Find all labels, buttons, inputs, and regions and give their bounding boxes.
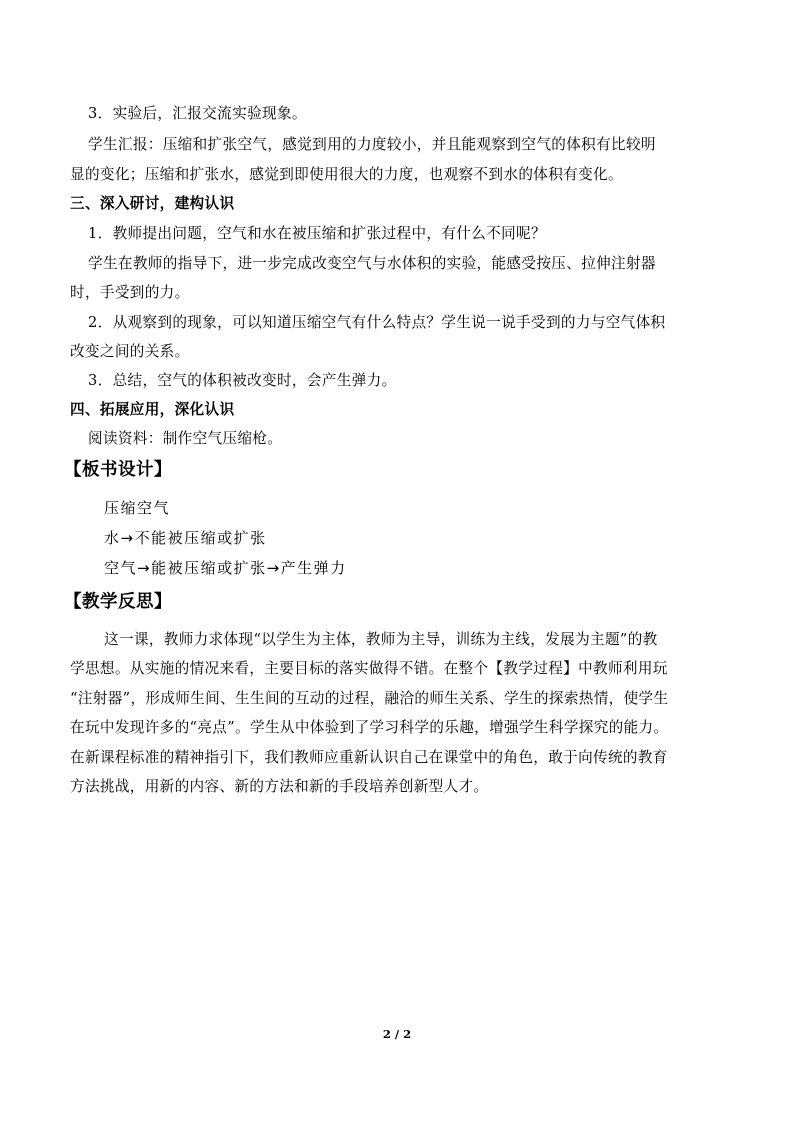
reading-material: 阅读资料：制作空气压缩枪。 <box>88 430 283 447</box>
board-design-heading: 【板书设计】 <box>64 460 172 480</box>
discussion-item-1: 1．教师提出问题，空气和水在被压缩和扩张过程中，有什么不同呢？ <box>88 225 546 242</box>
reflection-line-6: 方法挑战，用新的内容、新的方法和新的手段培养创新型人才。 <box>70 778 489 795</box>
student-report-line-1: 学生汇报：压缩和扩张空气，感觉到用的力度较小，并且能观察到空气的体积有比较明 <box>88 136 656 153</box>
reflection-line-1: 这一课，教师力求体现“以学生为主体，教师为主导，训练为主线，发展为主题”的教 <box>104 631 658 648</box>
reflection-line-2: 学思想。从实施的情况来看，主要目标的落实做得不错。在整个【教学过程】中教师利用玩 <box>70 660 668 677</box>
discussion-item-2-line-1: 2．从观察到的现象，可以知道压缩空气有什么特点？学生说一说手受到的力与空气体积 <box>88 314 666 331</box>
reflection-heading: 【教学反思】 <box>64 592 172 612</box>
discussion-item-2-line-2: 改变之间的关系。 <box>70 343 190 360</box>
board-line-1: 压缩空气 <box>104 499 171 517</box>
student-report-line-2: 显的变化；压缩和扩张水，感觉到即使用很大的力度，也观察不到水的体积有变化。 <box>70 166 623 183</box>
section-heading-3: 三、深入研讨，建构认识 <box>70 195 235 212</box>
student-activity-line-1: 学生在教师的指导下，进一步完成改变空气与水体积的实验，能感受按压、拉伸注射器 <box>88 255 656 272</box>
page-number: 2 / 2 <box>382 1027 412 1041</box>
section-heading-4: 四、拓展应用，深化认识 <box>70 401 235 418</box>
discussion-item-3: 3．总结，空气的体积被改变时，会产生弹力。 <box>88 372 397 389</box>
step-3-text: 3．实验后，汇报交流实验现象。 <box>88 105 307 122</box>
reflection-line-3: “注射器”，形成师生间、生生间的互动的过程，融洽的师生关系、学生的探索热情，使学生 <box>70 690 669 707</box>
board-line-3: 空气→能被压缩或扩张→产生弹力 <box>104 559 347 577</box>
reflection-line-5: 在新课程标准的精神指引下，我们教师应重新认识自己在课堂中的角色，敢于向传统的教育 <box>70 749 668 766</box>
board-line-2: 水→不能被压缩或扩张 <box>104 529 267 547</box>
reflection-line-4: 在玩中发现许多的“亮点”。学生从中体验到了学习科学的乐趣，增强学生科学探究的能力。 <box>70 719 669 736</box>
student-activity-line-2: 时，手受到的力。 <box>70 284 190 301</box>
